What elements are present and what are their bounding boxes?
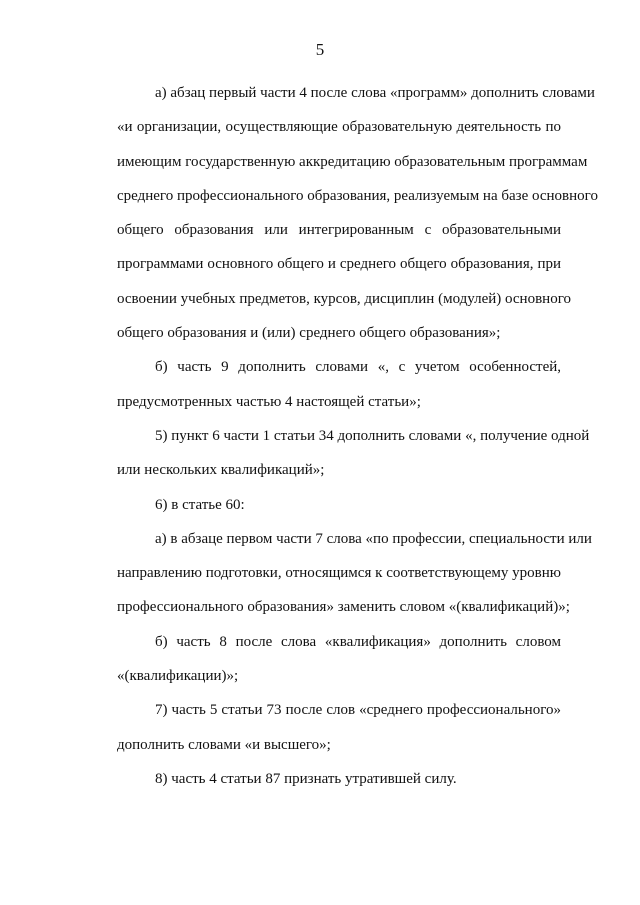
text-line: среднего профессионального образования, реализуемым на базе основного xyxy=(117,187,598,204)
paragraph-amendment-7 xyxy=(79,693,561,762)
paragraph-amendment-4a xyxy=(79,76,598,350)
text-line: профессионального образования» заменить словом «(квалификаций)»; xyxy=(117,599,570,616)
page-number: 5 xyxy=(315,40,325,59)
text-line: предусмотренных частью 4 настоящей статьи»; xyxy=(117,393,421,410)
text-line: а) абзац первый части 4 после слова «программ» дополнить словами xyxy=(155,85,595,101)
paragraph-amendment-5 xyxy=(79,419,590,488)
text-line: а) в абзаце первом части 7 слова «по профессии, специальности или xyxy=(155,530,592,547)
paragraph-amendment-4b xyxy=(79,350,561,419)
document-body xyxy=(79,76,598,796)
text-line: 5) пункт 6 части 1 статьи 34 дополнить словами «, получение одной xyxy=(155,427,590,444)
text-line: 6) в статье 60: xyxy=(155,496,245,513)
text-line: «(квалификации)»; xyxy=(117,668,239,685)
paragraph-amendment-6 xyxy=(79,488,561,522)
text-line: «и организации, осуществляющие образовательную деятельность по xyxy=(117,119,561,136)
text-line: программами основного общего и среднего общего образования, при xyxy=(117,256,561,273)
text-line: б) часть 8 после слова «квалификация» дополнить словом xyxy=(155,633,561,650)
text-line: б) часть 9 дополнить словами «, с учетом особенностей, xyxy=(155,359,561,376)
text-line: общего образования или интегрированным с образовательными xyxy=(117,222,561,239)
text-line: 8) часть 4 статьи 87 признать утратившей силу. xyxy=(155,770,457,787)
paragraph-amendment-6b xyxy=(79,625,561,694)
text-line: направлению подготовки, относящимся к соответствующему уровню xyxy=(117,565,561,582)
paragraph-amendment-8 xyxy=(79,762,561,796)
text-line: общего образования и (или) среднего общего образования»; xyxy=(117,325,501,342)
text-line: 7) часть 5 статьи 73 после слов «среднего профессионального» xyxy=(155,702,561,719)
text-line: имеющим государственную аккредитацию образовательным программам xyxy=(117,153,588,170)
paragraph-amendment-6a xyxy=(79,522,592,625)
text-line: дополнить словами «и высшего»; xyxy=(117,736,331,753)
text-line: освоении учебных предметов, курсов, дисциплин (модулей) основного xyxy=(117,290,571,307)
text-line: или нескольких квалификаций»; xyxy=(117,462,325,479)
